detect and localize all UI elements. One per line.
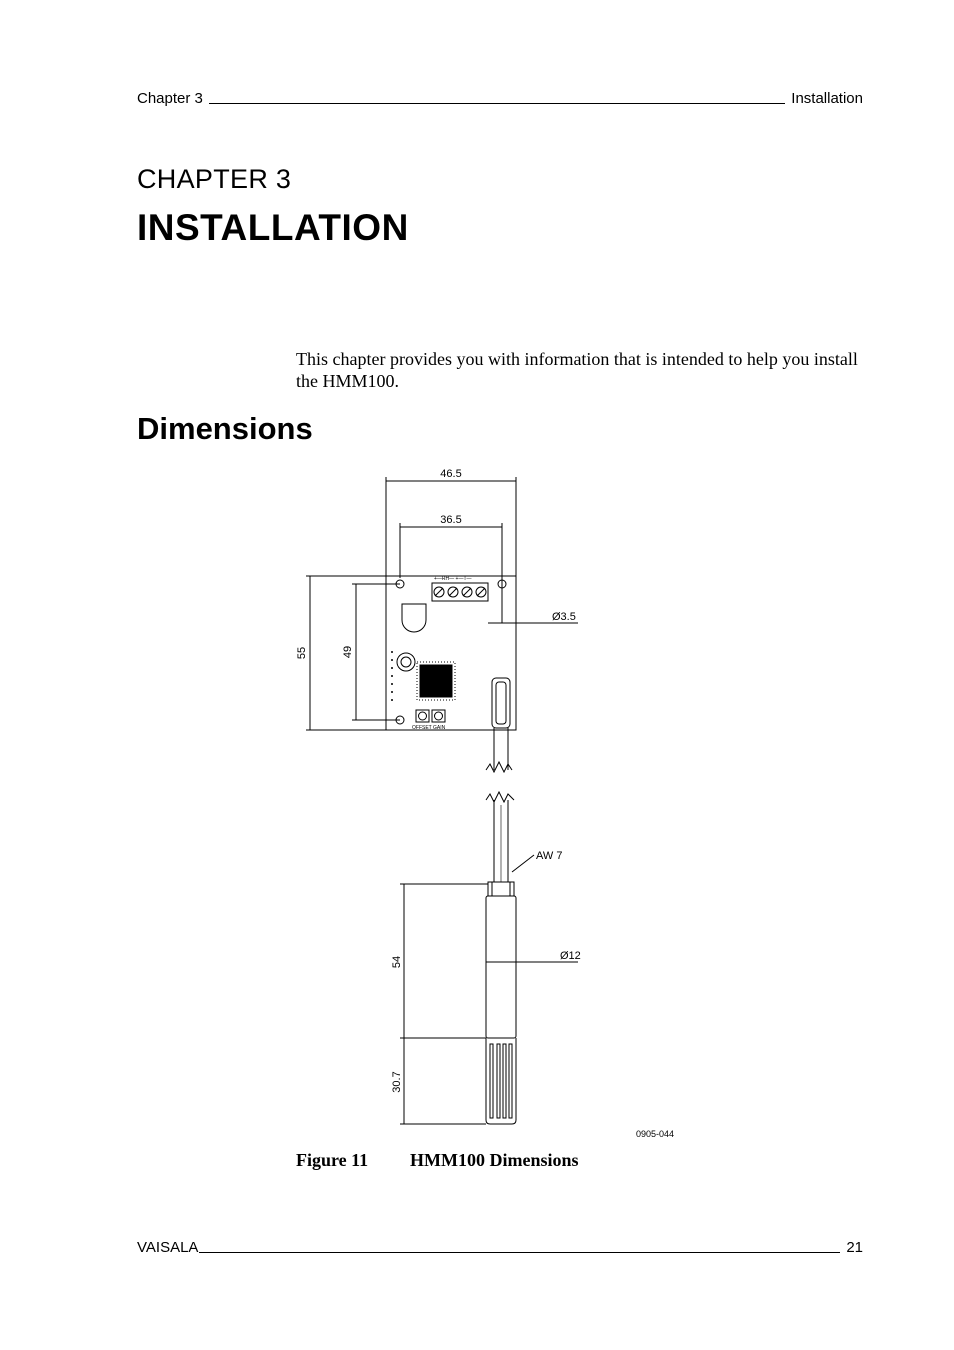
terminal-4-slot bbox=[477, 588, 485, 596]
dimensions-figure bbox=[280, 462, 700, 1142]
connector-inner bbox=[401, 657, 411, 667]
footer-company: VAISALA bbox=[137, 1239, 199, 1256]
terminal-3-slot bbox=[463, 588, 471, 596]
leader-cable bbox=[512, 855, 534, 872]
intro-paragraph: This chapter provides you with information that is intended to help you install the HMM100. bbox=[296, 349, 858, 391]
microcontroller-chip bbox=[420, 665, 452, 697]
pot-labels: OFFSET GAIN bbox=[412, 725, 446, 731]
label-hole-dia: Ø3.5 bbox=[552, 611, 576, 623]
terminal-labels: +—RH— +—T— bbox=[434, 576, 472, 582]
section-title: Dimensions bbox=[137, 411, 313, 446]
footer-rule bbox=[199, 1252, 840, 1253]
label-54: 54 bbox=[391, 955, 403, 969]
cable-clip-inner bbox=[496, 682, 506, 724]
header-rule bbox=[209, 103, 785, 104]
pin-header bbox=[391, 651, 393, 701]
filter-slots bbox=[490, 1044, 512, 1118]
page-header bbox=[137, 90, 863, 107]
sensor-component bbox=[402, 604, 426, 632]
label-55: 55 bbox=[296, 646, 308, 660]
connector-circle bbox=[397, 653, 415, 671]
chapter-label: CHAPTER 3 bbox=[137, 164, 292, 194]
cable-break-bottom bbox=[486, 792, 514, 802]
terminal-1-slot bbox=[435, 588, 443, 596]
label-36-5: 36.5 bbox=[440, 514, 462, 526]
drawing-code: 0905-044 bbox=[636, 1129, 675, 1139]
figure-title: HMM100 Dimensions bbox=[410, 1150, 579, 1170]
page-footer bbox=[137, 1239, 863, 1256]
figure-number: Figure 11 bbox=[296, 1150, 369, 1170]
chapter-title: INSTALLATION bbox=[137, 207, 409, 248]
terminal-2-slot bbox=[449, 588, 457, 596]
gain-trimmer-dial bbox=[435, 712, 443, 720]
dimensions-drawing bbox=[280, 462, 700, 1142]
page-number: 21 bbox=[846, 1239, 863, 1256]
header-chapter: Chapter 3 bbox=[137, 90, 203, 107]
label-46-5: 46.5 bbox=[440, 468, 462, 480]
probe-body bbox=[486, 896, 516, 1038]
offset-trimmer-dial bbox=[419, 712, 427, 720]
terminal-block bbox=[432, 583, 488, 601]
label-30-7: 30.7 bbox=[391, 1071, 403, 1093]
label-49: 49 bbox=[342, 645, 354, 659]
cable-clip bbox=[492, 678, 510, 728]
figure-caption bbox=[296, 1150, 579, 1171]
label-probe-dia: Ø12 bbox=[560, 950, 581, 962]
label-cable: AW 7 bbox=[536, 850, 563, 862]
header-section: Installation bbox=[791, 90, 863, 107]
